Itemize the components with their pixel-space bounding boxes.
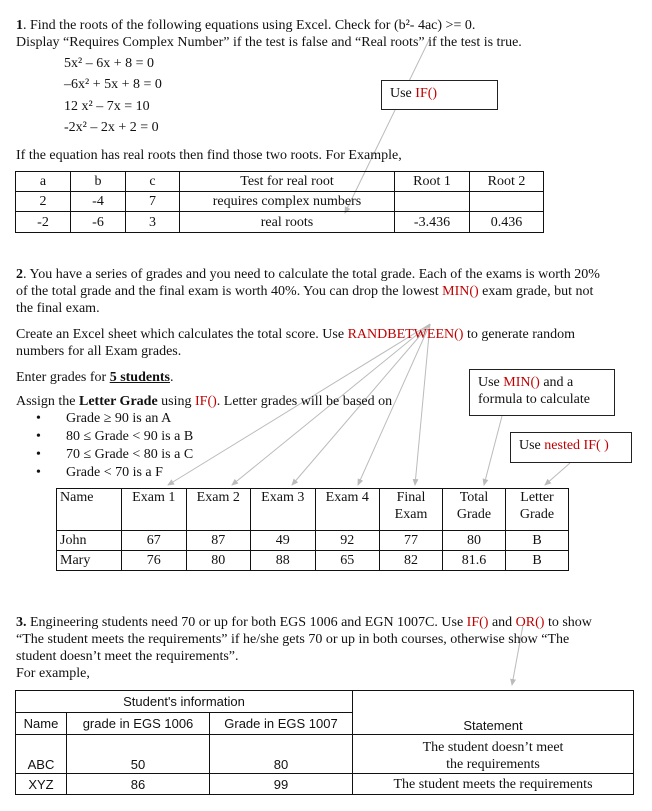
header-name: Name (57, 489, 122, 531)
cell: requires complex numbers (180, 192, 395, 212)
q2-create-line1 (16, 326, 575, 343)
q3-line3: student doesn’t meet the requirements”. (16, 649, 239, 664)
text: 67 (122, 531, 187, 551)
table-row (16, 735, 634, 774)
arrow-letter (545, 463, 570, 485)
text: Letter Grade (79, 394, 158, 409)
text: RANDBETWEEN() (347, 327, 464, 342)
cell: -2 (16, 212, 71, 233)
text: to generate random (463, 327, 576, 342)
text: . You have a series of grades and you need to calculate the total grade. Each of the exams is worth 20% (23, 267, 600, 282)
header-exam1: Exam 1 (122, 489, 187, 531)
header-root1: Root 1 (395, 172, 470, 192)
cell: -4 (71, 192, 126, 212)
text: B (506, 531, 569, 551)
text: Use (390, 86, 416, 101)
q1-line1 (16, 17, 475, 34)
list-item: • Grade < 70 is a F (36, 464, 193, 482)
header-letter: Letter Grade (506, 489, 569, 531)
cell: -6 (71, 212, 126, 233)
text: IF() (415, 86, 438, 101)
text: MIN() (442, 284, 479, 299)
callout-use-if (381, 80, 498, 110)
text: 5 students (109, 370, 170, 385)
text: B (506, 551, 569, 571)
cell: real roots (180, 212, 395, 233)
q2-line1 (16, 266, 600, 283)
text: XYZ (16, 774, 67, 795)
text: Enter grades for (16, 370, 110, 385)
text: 80 (186, 551, 251, 571)
header-root2: Root 2 (470, 172, 544, 192)
q1-line2: Display “Requires Complex Number” if the test is false and “Real roots” if the test is true. (16, 35, 522, 50)
requirements-table (15, 690, 634, 795)
q3-line4: For example, (16, 666, 90, 681)
text: using (157, 394, 195, 409)
text: 81.6 (443, 551, 506, 571)
callout-nested-if (510, 432, 632, 463)
table-row (57, 531, 569, 551)
text: and a (539, 375, 574, 390)
text: The student doesn’t meet the requirements (353, 735, 634, 774)
text: 49 (251, 531, 316, 551)
q2-enter-grades (16, 369, 173, 386)
grades-table (56, 488, 569, 571)
text: and (488, 615, 516, 630)
equation-3: 12 x² – 7x = 10 (64, 99, 150, 114)
text: 92 (315, 531, 380, 551)
table-row (16, 212, 544, 233)
cell: 2 (16, 192, 71, 212)
text: 88 (251, 551, 316, 571)
text: Mary (57, 551, 122, 571)
header-b: b (71, 172, 126, 192)
table-row (16, 774, 634, 795)
text: 80 (210, 735, 353, 774)
table-group-header-row (16, 691, 634, 713)
q1-text: . Find the roots of the following equations using Excel. Check for (b²- 4ac) >= 0. (23, 18, 476, 33)
text: nested IF( ) (544, 438, 609, 453)
q3-line2: “The student meets the requirements” if he/she gets 70 or up in both courses, otherwise show “The (16, 632, 570, 647)
text: IF() (195, 394, 217, 409)
arrow-total (484, 416, 502, 485)
text: exam grade, but not (478, 284, 594, 299)
equation-1: 5x² – 6x + 8 = 0 (64, 56, 154, 71)
list-item: • Grade ≥ 90 is an A (36, 410, 193, 428)
text: Assign the (16, 394, 79, 409)
roots-table (15, 171, 544, 233)
text: 77 (380, 531, 443, 551)
header-exam2: Exam 2 (186, 489, 251, 531)
header-exam3: Exam 3 (251, 489, 316, 531)
text: ABC (16, 735, 67, 774)
text: 2 (16, 267, 23, 282)
text: Use (519, 438, 545, 453)
q2-line2 (16, 283, 593, 300)
q2-assign (16, 393, 392, 410)
text: 99 (210, 774, 353, 795)
table-row (16, 192, 544, 212)
text: 50 (67, 735, 210, 774)
header-exam4: Exam 4 (315, 489, 380, 531)
text: OR() (515, 615, 545, 630)
q2-line3: the final exam. (16, 301, 100, 316)
text: 3. (16, 615, 27, 630)
text: Use (478, 375, 504, 390)
table-header-row (16, 172, 544, 192)
text: formula to calculate (478, 392, 590, 407)
text: . (169, 370, 174, 385)
header-egs1007: Grade in EGS 1007 (210, 713, 353, 735)
text: . Letter grades will be based on (216, 394, 393, 409)
cell (395, 192, 470, 212)
list-item: • 70 ≤ Grade < 80 is a C (36, 446, 193, 464)
q1-number: 1 (16, 18, 23, 33)
text: John (57, 531, 122, 551)
text: 87 (186, 531, 251, 551)
cell: 0.436 (470, 212, 544, 233)
equation-4: -2x² – 2x + 2 = 0 (64, 120, 159, 135)
header-total: Total Grade (443, 489, 506, 531)
text: Create an Excel sheet which calculates the total score. Use (16, 327, 348, 342)
text: MIN() (503, 375, 540, 390)
header-statement: Statement (353, 691, 634, 735)
cell: 7 (126, 192, 180, 212)
text: Engineering students need 70 or up for both EGS 1006 and EGN 1007C. Use (26, 615, 467, 630)
list-item: • 80 ≤ Grade < 90 is a B (36, 428, 193, 446)
text: IF() (466, 615, 489, 630)
table-row (57, 551, 569, 571)
q1-example-text: If the equation has real roots then find those two roots. For Example, (16, 148, 402, 163)
header-final: Final Exam (380, 489, 443, 531)
cell: -3.436 (395, 212, 470, 233)
callout-use-min (469, 369, 615, 416)
text: 76 (122, 551, 187, 571)
header-student-info: Student's information (16, 691, 353, 713)
text: 65 (315, 551, 380, 571)
text: to show (544, 615, 592, 630)
q3-line1 (16, 614, 592, 631)
equation-2: –6x² + 5x + 8 = 0 (64, 77, 162, 92)
table-header-row (57, 489, 569, 531)
cell: 3 (126, 212, 180, 233)
q2-create-line2: numbers for all Exam grades. (16, 344, 182, 359)
text: of the total grade and the final exam is worth 40%. You can drop the lowest (16, 284, 443, 299)
text: 80 (443, 531, 506, 551)
grade-rules-list (36, 410, 193, 482)
header-name: Name (16, 713, 67, 735)
header-c: c (126, 172, 180, 192)
arrow-final (415, 324, 430, 485)
header-a: a (16, 172, 71, 192)
text: The student meets the requirements (353, 774, 634, 795)
text: 82 (380, 551, 443, 571)
header-egs1006: grade in EGS 1006 (67, 713, 210, 735)
cell (470, 192, 544, 212)
header-test: Test for real root (180, 172, 395, 192)
text: 86 (67, 774, 210, 795)
